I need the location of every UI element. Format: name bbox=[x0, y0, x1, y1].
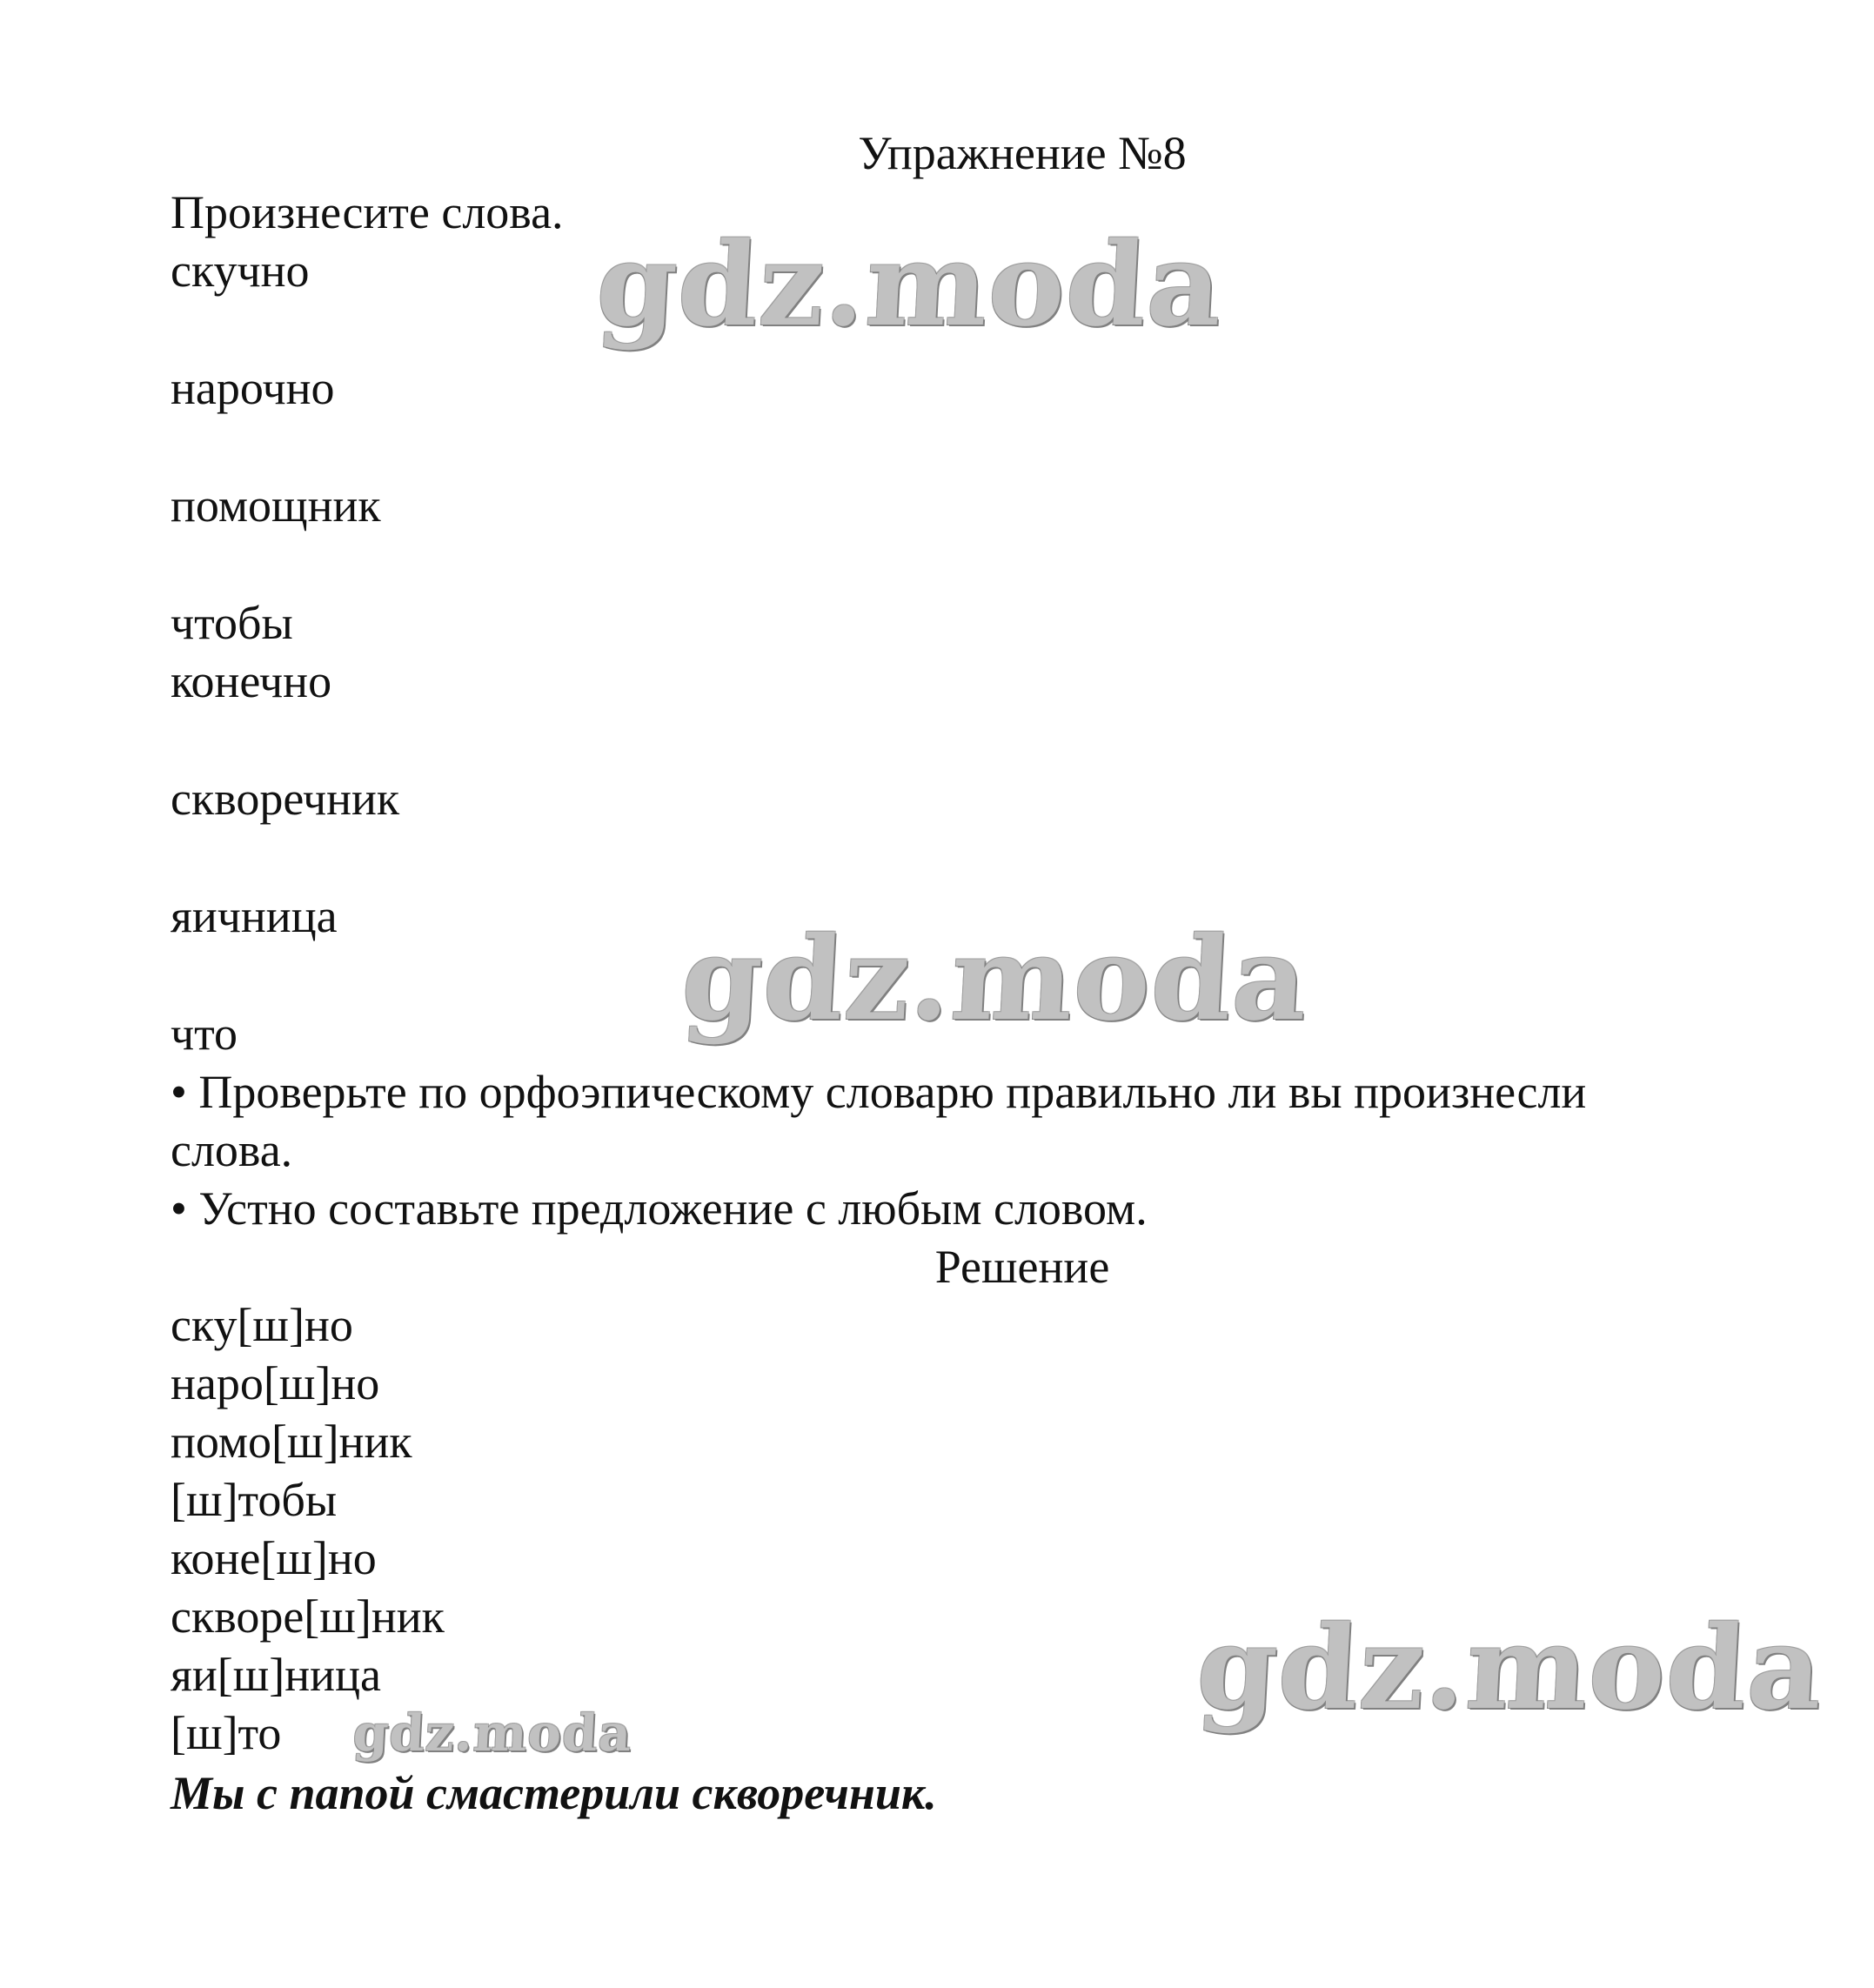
exercise-instruction: Произнесите слова. bbox=[171, 186, 564, 238]
task-line: • Проверьте по орфоэпическому словарю правильно ли вы произнесли bbox=[171, 1066, 1587, 1118]
exercise-title: Упражнение №8 bbox=[858, 127, 1187, 179]
watermark-logo: gdz.moda bbox=[678, 912, 1312, 1047]
word-item: скворечник bbox=[171, 773, 400, 825]
transcription-item: помо[ш]ник bbox=[171, 1416, 412, 1468]
task-line: слова. bbox=[171, 1124, 293, 1176]
transcription-item: наро[ш]но bbox=[171, 1357, 380, 1409]
transcription-item: коне[ш]но bbox=[171, 1532, 377, 1584]
word-item: что bbox=[171, 1007, 238, 1060]
word-item: помощник bbox=[171, 479, 381, 532]
answer-sentence: Мы с папой смастерили скворечник. bbox=[171, 1767, 937, 1819]
task-line: • Устно составьте предложение с любым словом. bbox=[171, 1182, 1148, 1235]
transcription-item: [ш]то bbox=[171, 1707, 282, 1759]
word-item: скучно bbox=[171, 244, 310, 297]
transcription-item: ску[ш]но bbox=[171, 1299, 353, 1351]
watermark-logo: gdz.moda bbox=[1193, 1601, 1827, 1736]
word-item: конечно bbox=[171, 655, 332, 707]
word-item: нарочно bbox=[171, 362, 335, 414]
watermark-logo: gdz.moda bbox=[592, 218, 1227, 352]
watermark-logo: gdz.moda bbox=[351, 1704, 634, 1763]
word-item: чтобы bbox=[171, 597, 293, 649]
transcription-item: яи[ш]ница bbox=[171, 1649, 381, 1701]
transcription-item: [ш]тобы bbox=[171, 1474, 338, 1526]
transcription-item: скворе[ш]ник bbox=[171, 1590, 445, 1643]
word-item: яичница bbox=[171, 890, 338, 942]
solution-title: Решение bbox=[934, 1241, 1110, 1293]
